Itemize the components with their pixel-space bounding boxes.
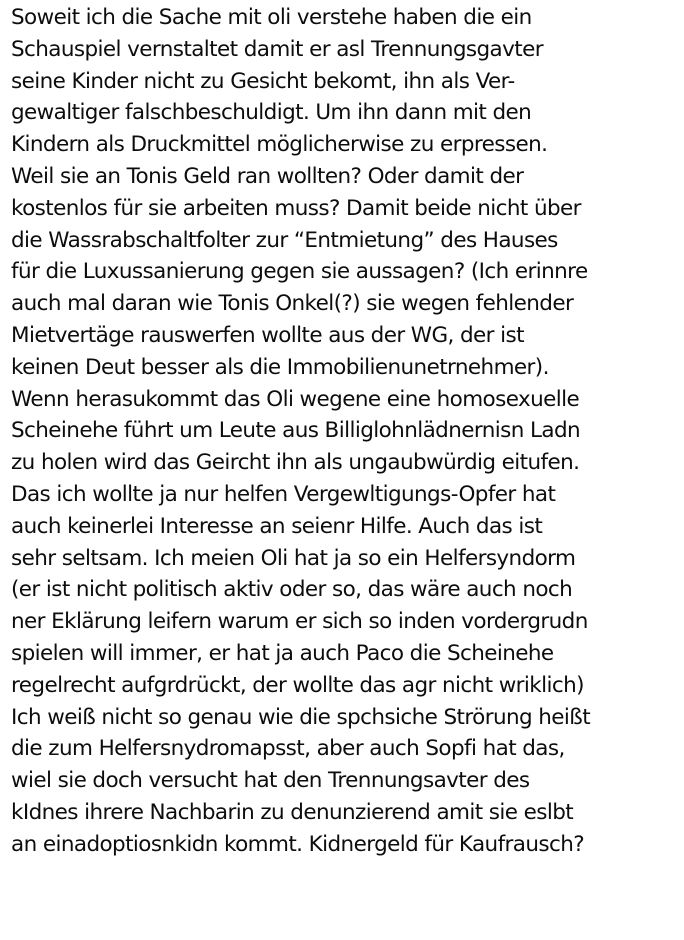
text-line: spielen will immer, er hat ja auch Paco die Scheinehe (11, 640, 554, 666)
text-line: für die Luxussanierung gegen sie aussagen? (Ich erinnre (11, 259, 588, 285)
text-line: Kindern als Druckmittel möglicherwise zu erpressen. (11, 132, 548, 158)
text-line: regelrecht aufgrdrückt, der wollte das agr nicht wriklich) (11, 672, 584, 698)
text-line: (er ist nicht politisch aktiv oder so, das wäre auch noch (11, 577, 573, 603)
text-line: ner Eklärung leifern warum er sich so inden vordergrudn (11, 609, 588, 635)
text-line: seine Kinder nicht zu Gesicht bekomt, ihn als Ver- (11, 68, 515, 94)
text-line: Ich weiß nicht so genau wie die spchsiche Strörung heißt (11, 704, 591, 730)
text-line: an einadoptiosnkidn kommt. Kidnergeld für Kaufrausch? (11, 831, 585, 857)
text-line: wiel sie doch versucht hat den Trennungsavter des (11, 768, 530, 794)
text-line: kIdnes ihrere Nachbarin zu denunzierend amit sie eslbt (11, 799, 574, 825)
text-line: kostenlos für sie arbeiten muss? Damit beide nicht über (11, 195, 581, 221)
text-line: die Wassrabschaltfolter zur “Entmietung” des Hauses (11, 227, 558, 253)
text-line: auch keinerlei Interesse an seienr Hilfe. Auch das ist (11, 513, 543, 539)
text-line: Soweit ich die Sache mit oli verstehe haben die ein (11, 5, 532, 30)
text-line: Wenn herasukommt das Oli wegene eine homosexuelle (11, 386, 580, 412)
text-line: die zum Helfersnydromapsst, aber auch Sopfi hat das, (11, 736, 565, 762)
text-line: gewaltiger falschbeschuldigt. Um ihn dann mit den (11, 100, 532, 126)
text-line: Mietvertäge rauswerfen wollte aus der WG, der ist (11, 322, 524, 348)
text-line: zu holen wird das Geircht ihn als ungaubwürdig eitufen. (11, 450, 580, 476)
text-line: auch mal daran wie Tonis Onkel(?) sie wegen fehlender (11, 291, 574, 317)
text-line: keinen Deut besser als die Immobilienunetrnehmer). (11, 354, 549, 380)
text-line: Weil sie an Tonis Geld ran wollten? Oder damit der (11, 163, 524, 189)
body-text (11, 2, 683, 861)
text-line: Das ich wollte ja nur helfen Vergewltigungs-Opfer hat (11, 481, 556, 507)
text-line: sehr seltsam. Ich meien Oli hat ja so ein Helfersyndorm (11, 545, 576, 571)
text-line: Scheinehe führt um Leute aus Billiglohnlädnernisn Ladn (11, 418, 581, 444)
text-line: Schauspiel vernstaltet damit er asl Trennungsgavter (11, 36, 543, 62)
